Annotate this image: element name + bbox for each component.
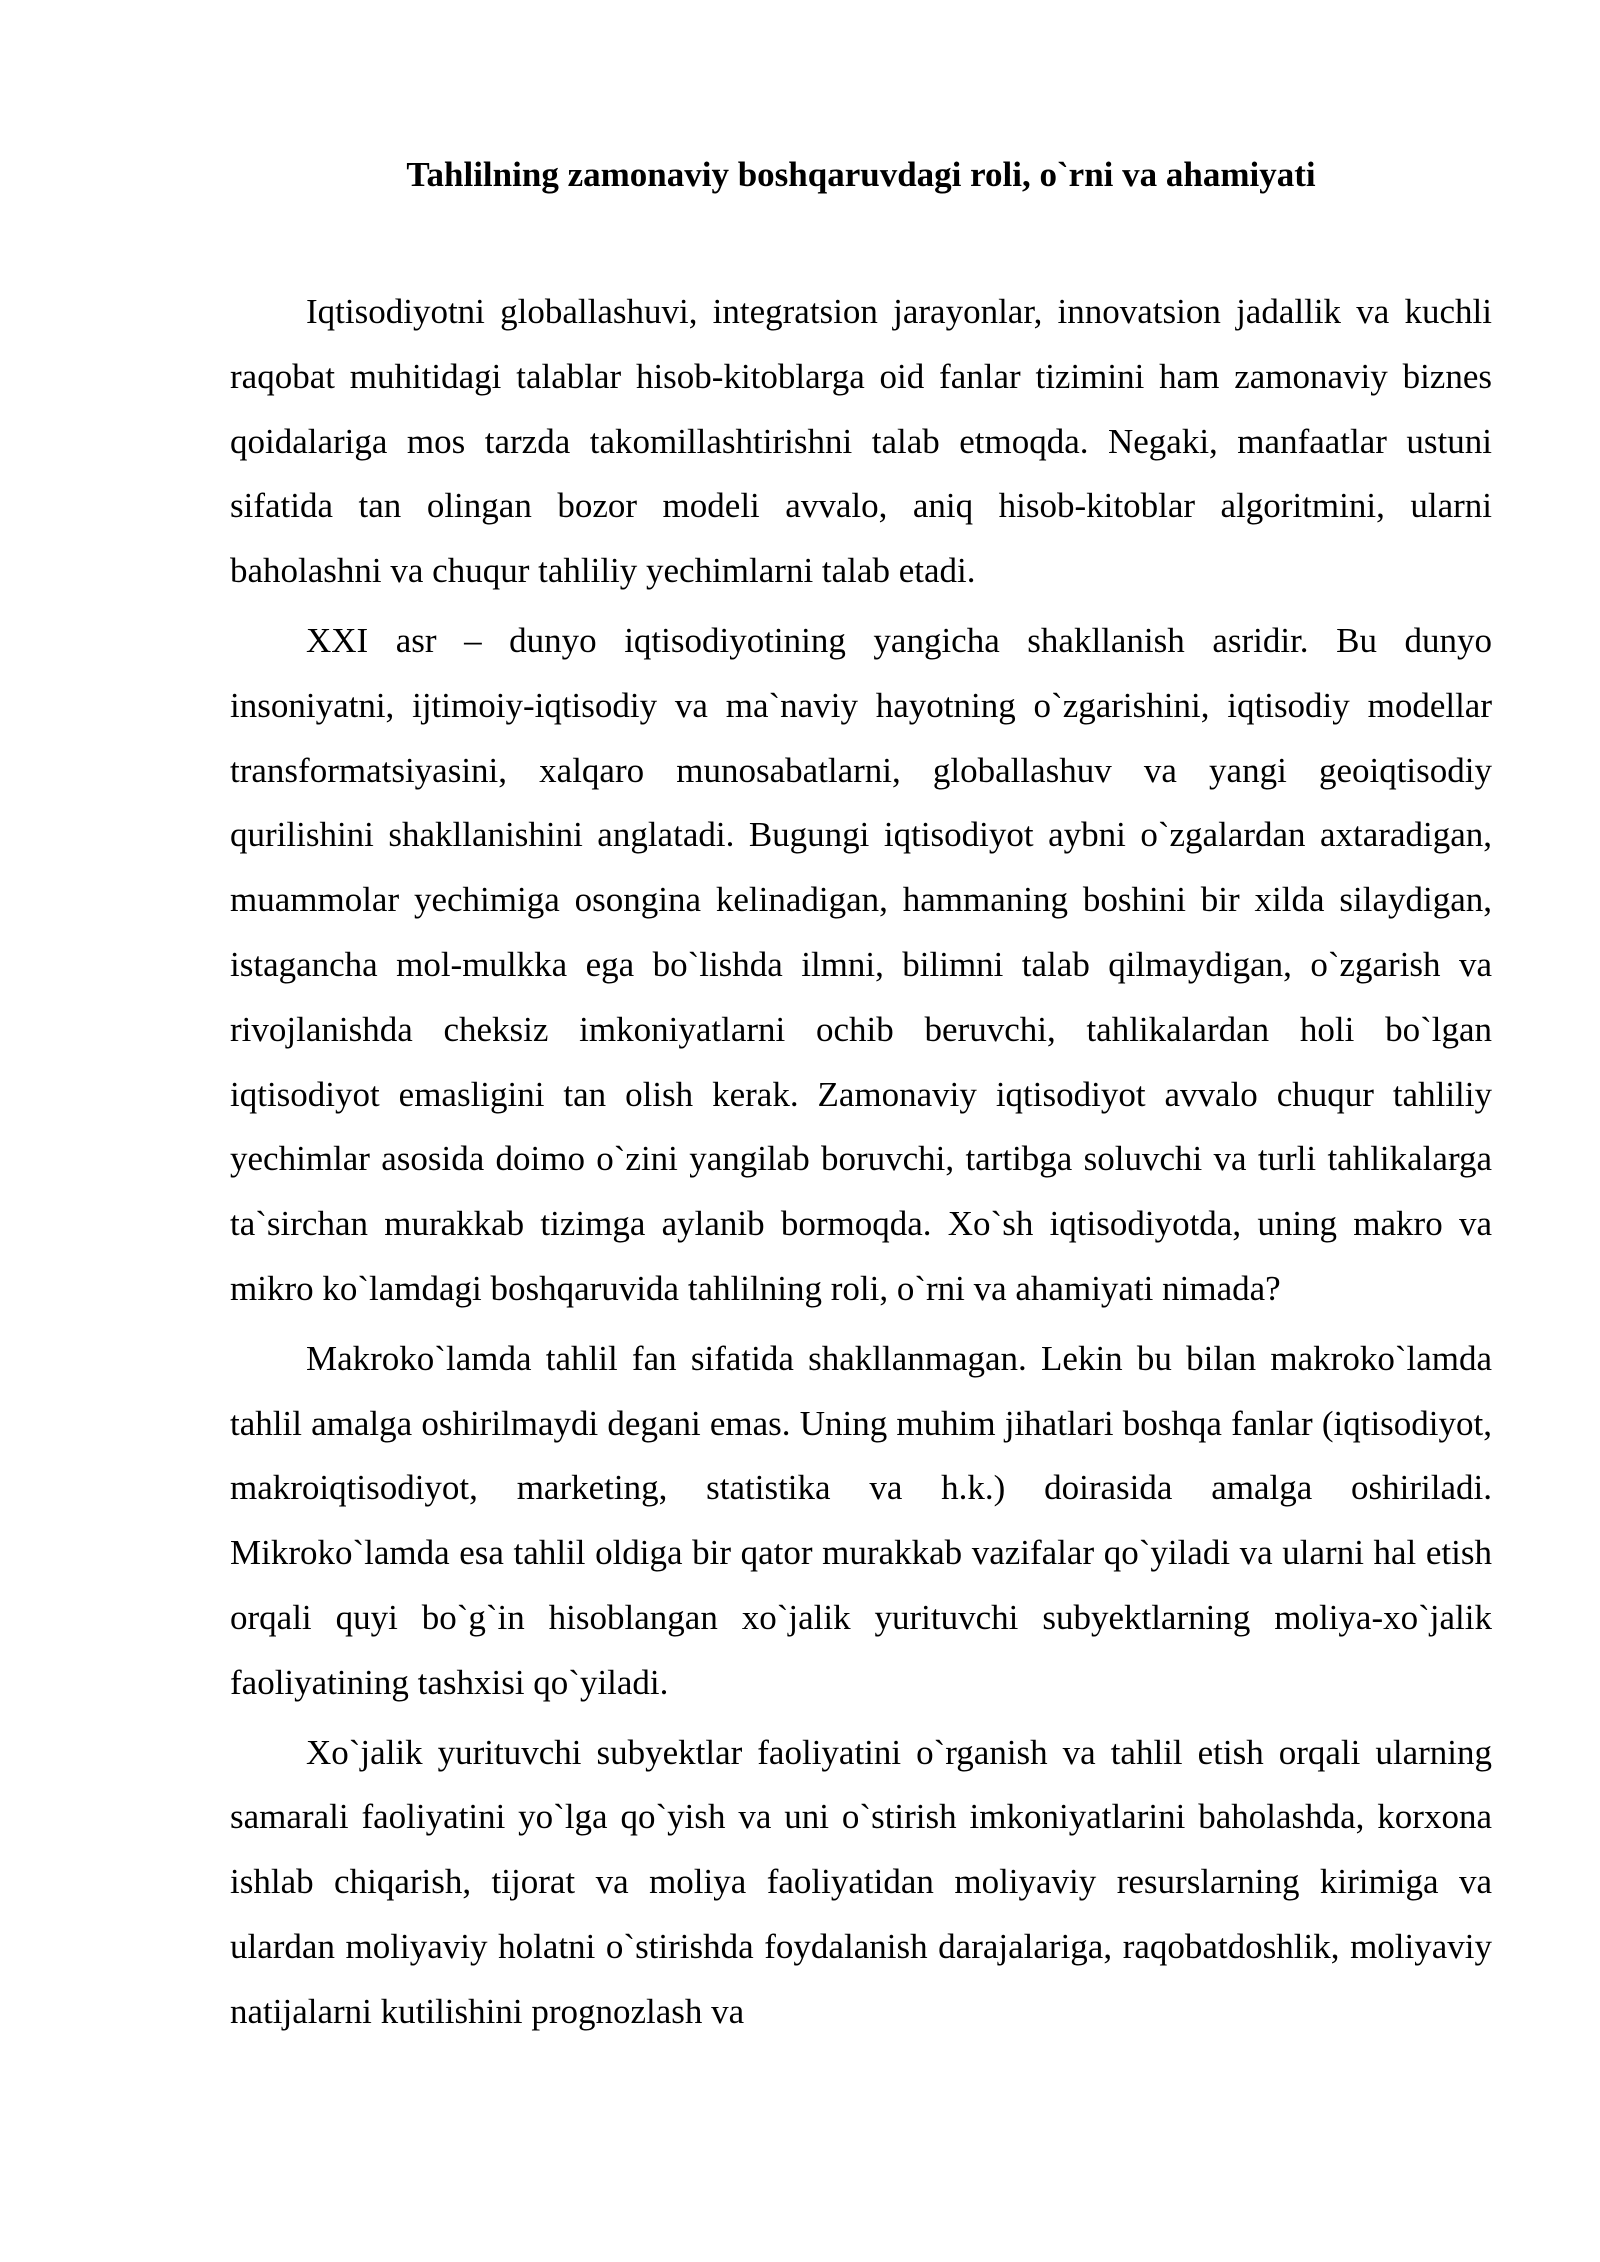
document-body <box>230 280 1492 2050</box>
document-title: Tahlilning zamonaviy boshqaruvdagi roli, o`rni va ahamiyati <box>406 155 1316 194</box>
paragraph-business-entities: Xo`jalik yurituvchi subyektlar faoliyatini o`rganish va tahlil etish orqali ularning samarali faoliyatini yo`lga qo`yish va uni o`stirish imkoniyatlarini baholashda, korxona ishlab chiqarish, tijorat va moliya faoliyatidan moliyaviy resurslarning kirimiga va ulardan moliyaviy holatni o`stirishda foydalanish darajalariga, raqobatdoshlik, moliyaviy natijalarni kutilishini prognozlash va <box>230 1732 1492 2031</box>
paragraph-macro-micro: Makroko`lamda tahlil fan sifatida shakllanmagan. Lekin bu bilan makroko`lamda tahlil amalga oshirilmaydi degani emas. Uning muhim jihatlari boshqa fanlar (iqtisodiyot, makroiqtisodiyot, marketing, statistika va h.k.) doirasida amalga oshiriladi. Mikroko`lamda esa tahlil oldiga bir qator murakkab vazifalar qo`yiladi va ularni hal etish orqali quyi bo`g`in hisoblangan xo`jalik yurituvchi subyektlarning moliya-xo`jalik faoliyatining tashxisi qo`yiladi. <box>230 1338 1492 1702</box>
paragraph-xxi-century: XXI asr – dunyo iqtisodiyotining yangicha shakllanish asridir. Bu dunyo insoniyatni, ijtimoiy-iqtisodiy va ma`naviy hayotning o`zgarishini, iqtisodiy modellar transformatsiyasini, xalqaro munosabatlarni, globallashuv va yangi geoiqtisodiy qurilishini shakllanishini anglatadi. Bugungi iqtisodiyot aybni o`zgalardan axtaradigan, muammolar yechimiga osongina kelinadigan, hammaning boshini bir xilda silaydigan, istagancha mol-mulkka ega bo`lishda ilmni, bilimni talab qilmaydigan, o`zgarish va rivojlanishda cheksiz imkoniyatlarni ochib beruvchi, tahlikalardan holi bo`lgan iqtisodiyot emasligini tan olish kerak. Zamonaviy iqtisodiyot avvalo chuqur tahliliy yechimlar asosida doimo o`zini yangilab boruvchi, tartibga soluvchi va turli tahlikalarga ta`sirchan murakkab tizimga aylanib bormoqda. Xo`sh iqtisodiyotda, uning makro va mikro ko`lamdagi boshqaruvida tahlilning roli, o`rni va ahamiyati nimada? <box>230 620 1492 1308</box>
paragraph-globalization: Iqtisodiyotni globallashuvi, integratsion jarayonlar, innovatsion jadallik va kuchli raqobat muhitidagi talablar hisob-kitoblarga oid fanlar tizimini ham zamonaviy biznes qoidalariga mos tarzda takomillashtirishni talab etmoqda. Negaki, manfaatlar ustuni sifatida tan olingan bozor modeli avvalo, aniq hisob-kitoblar algoritmini, ularni baholashni va chuqur tahliliy yechimlarni talab etadi. <box>230 292 1492 591</box>
